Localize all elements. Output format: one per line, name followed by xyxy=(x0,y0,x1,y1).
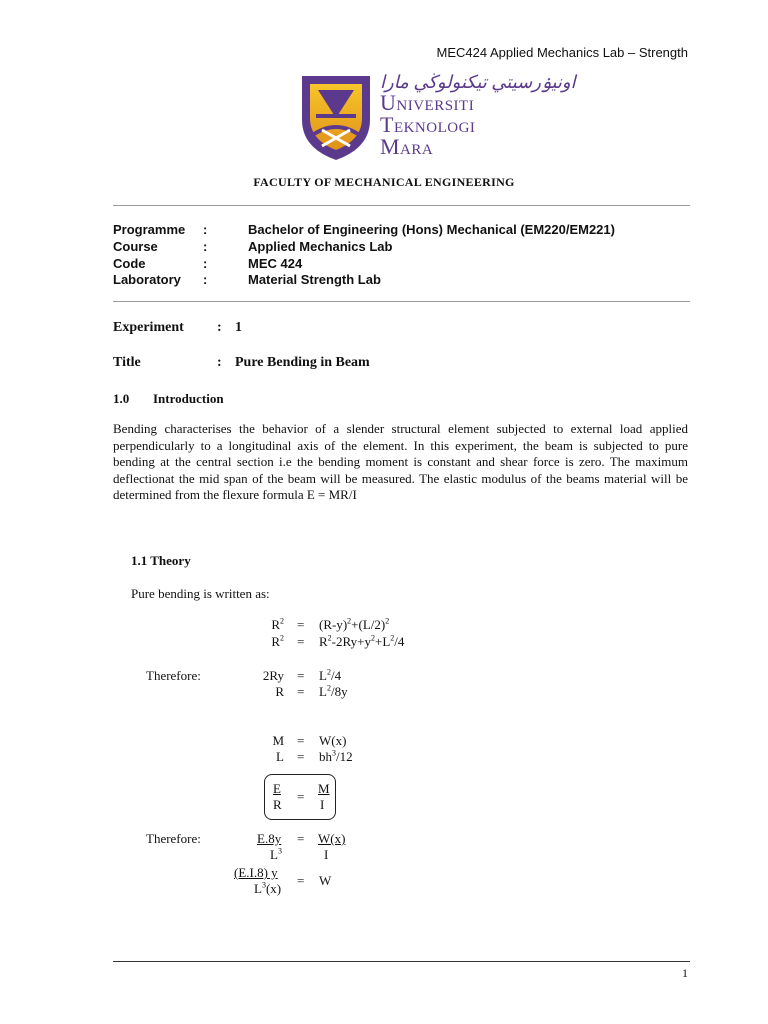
therefore-label-2: Therefore: xyxy=(146,831,201,846)
faculty-heading: FACULTY OF MECHANICAL ENGINEERING xyxy=(253,175,515,189)
eq7-den-lhs: R xyxy=(273,797,282,812)
meta-laboratory: Laboratory : Material Strength Lab xyxy=(113,272,381,287)
theory-lead: Pure bending is written as: xyxy=(131,586,270,601)
intro-paragraph: Bending characterises the behavior of a slender structural element subjected to external load applied perpendicularly to a longitudinal axis of the element. In this experiment, the beam is subjected to pure bending at the central section i.e the bending moment is constant and shear force is zero. The maximum deflectionat the mid span of the beam will be measured. The elastic modulus of the beams material will be determined from the flexure formula E = MR/I xyxy=(113,421,688,502)
eq4-lhs: R xyxy=(275,684,284,699)
logo-line-2: Teknologi xyxy=(380,112,476,137)
eq9-num-lhs: (E.I.8) y xyxy=(234,865,278,880)
meta-course: Course : Applied Mechanics Lab xyxy=(113,239,393,254)
logo-wordmark xyxy=(380,92,475,158)
eq7-den-rhs: I xyxy=(320,797,325,812)
eq7-num-rhs: M xyxy=(318,781,330,796)
eq1-rhs: $(R-y)^2+(L/2)^2$ xyxy=(319,616,390,632)
eq6-rhs: $bh^3/12$ xyxy=(319,748,353,764)
running-header: MEC424 Applied Mechanics Lab – Strength xyxy=(436,45,688,60)
eq8-num-rhs: W(x) xyxy=(318,831,346,846)
eq2-sign: = xyxy=(297,634,305,649)
divider-top xyxy=(113,205,690,206)
eq7-sign: = xyxy=(297,789,305,804)
eq5-rhs: W(x) xyxy=(319,733,347,748)
eq8-den-lhs: $L^3$ xyxy=(270,846,282,862)
eq9-rhs: W xyxy=(319,873,332,888)
section-heading: 1.0 Introduction xyxy=(113,391,224,406)
therefore-label-1: Therefore: xyxy=(146,668,201,683)
eq3-lhs: 2Ry xyxy=(262,668,284,683)
logo-jawi-text: اونيۏرسيتي تيكنولوڬي مارا xyxy=(380,72,576,92)
eq4-rhs: $L^2/8y$ xyxy=(319,683,348,699)
eq7-num-lhs: E xyxy=(273,781,281,796)
eq2-rhs: $R^2-2Ry+y^2+L^2/4$ xyxy=(319,633,405,649)
university-logo xyxy=(300,74,372,162)
logo-line-3: Mara xyxy=(380,134,434,159)
eq1-lhs: $R^2$ xyxy=(271,616,284,632)
divider-bottom xyxy=(113,301,690,302)
eq6-sign: = xyxy=(297,749,305,764)
eq1-sign: = xyxy=(297,617,305,632)
meta-code: Code : MEC 424 xyxy=(113,256,303,271)
eq5-lhs: M xyxy=(272,733,284,748)
theory-heading: 1.1 Theory xyxy=(131,553,191,568)
eq2-lhs: $R^2$ xyxy=(271,633,284,649)
eq4-sign: = xyxy=(297,684,305,699)
eq5-sign: = xyxy=(297,733,305,748)
eq8-den-rhs: I xyxy=(324,847,329,862)
eq3-rhs: $L^2/4$ xyxy=(319,667,342,683)
page-number: 1 xyxy=(682,966,688,980)
eq9-sign: = xyxy=(297,873,305,888)
eq6-lhs: L xyxy=(276,749,284,764)
meta-programme: Programme : Bachelor of Engineering (Hons) Mechanical (EM220/EM221) xyxy=(113,222,615,237)
eq3-sign: = xyxy=(297,668,305,683)
footer-rule xyxy=(113,961,690,962)
eq8-num-lhs: E.8y xyxy=(257,831,282,846)
eq8-sign: = xyxy=(297,831,305,846)
logo-line-1: Universiti xyxy=(380,90,475,115)
eq9-den-lhs: $L^3(x)$ xyxy=(254,880,282,896)
